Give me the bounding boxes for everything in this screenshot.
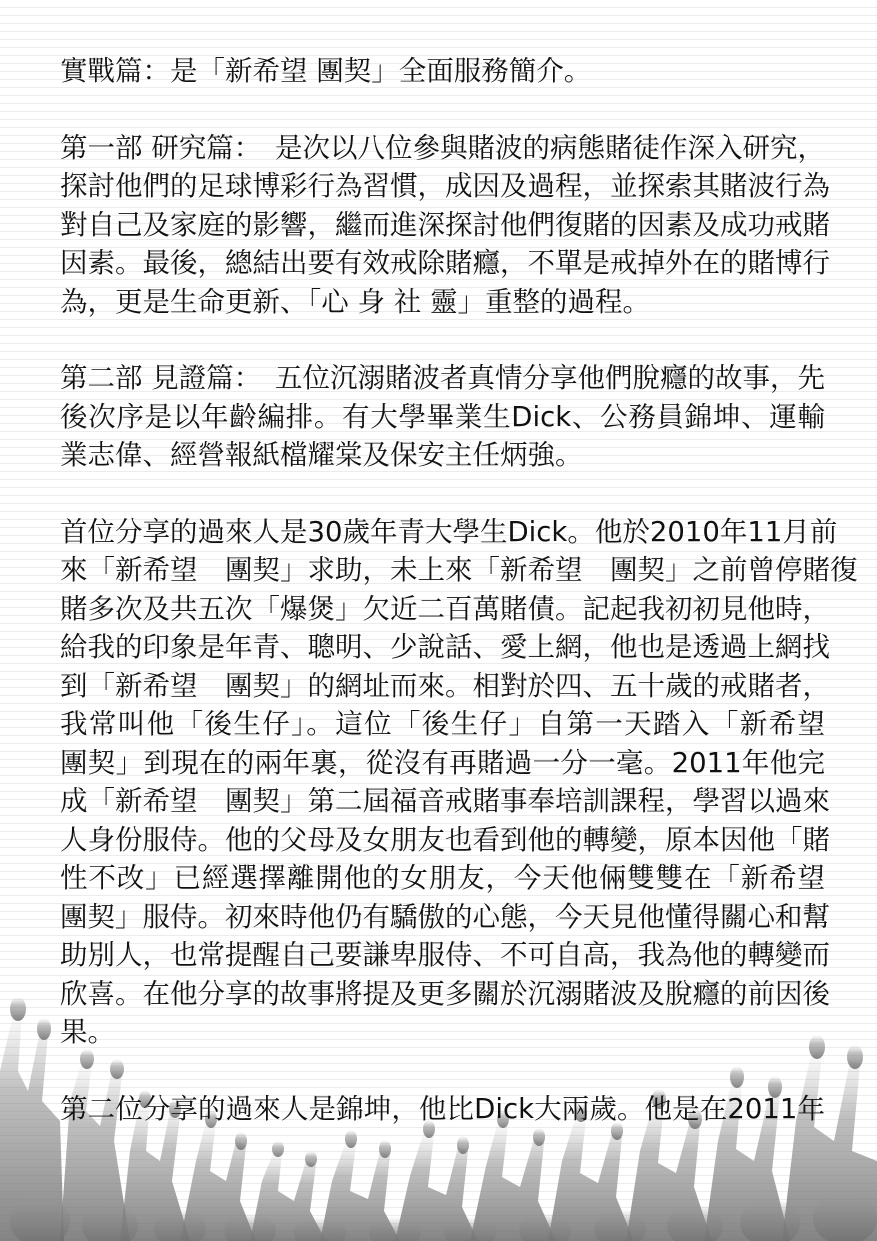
paragraph-line: 探討他們的足球博彩行為習慣，成因及過程，並探索其賭波行為 xyxy=(60,170,830,202)
paragraph-line: 第一部 研究篇： 是次以八位參與賭波的病態賭徒作深入研究， xyxy=(60,131,825,164)
paragraph-line: 第二部 見證篇： 五位沉溺賭波者真情分享他們脫癮的故事，先 xyxy=(60,362,825,394)
paragraph-line: 第二位分享的過來人是錦坤，他比Dick大兩歲。他是在2011年 xyxy=(60,1092,825,1125)
paragraph-line: 因素。最後，總結出要有效戒除賭癮，不單是戒掉外在的賭博行 xyxy=(60,247,830,279)
paragraph-line: 對自己及家庭的影響，繼而進深探討他們復賭的因素及成功戒賭 xyxy=(60,208,830,241)
paragraph-gap xyxy=(60,475,825,513)
page-title: 實戰篇：是「新希望 團契」全面服務簡介。 xyxy=(60,55,592,87)
paragraph-story-dick xyxy=(60,513,858,1052)
paragraph-line: 人身份服侍。他的父母及女朋友也看到他的轉變，原本因他「賭 xyxy=(60,823,830,856)
paragraph-line: 首位分享的過來人是30歲年青大學生Dick。他於2010年11月前 xyxy=(60,515,838,548)
paragraph-line: 為，更是生命更新、「心 身 社 靈」重整的過程。 xyxy=(60,285,650,318)
paragraph-line: 業志偉、經營報紙檔耀棠及保安主任炳強。 xyxy=(60,439,583,471)
paragraph-line: 給我的印象是年青、聰明、少說話、愛上網，他也是透過上網找 xyxy=(60,631,830,663)
paragraph-line: 賭多次及共五次「爆煲」欠近二百萬賭債。記起我初初見他時， xyxy=(60,592,830,625)
paragraph-gap xyxy=(60,321,825,359)
paragraph-line: 團契」服侍。初來時他仍有驕傲的心態，今天見他懂得關心和幫 xyxy=(60,900,830,933)
paragraph-testimony xyxy=(60,359,825,475)
paragraph-line: 性不改」已經選擇離開他的女朋友，今天他倆雙雙在「新希望 xyxy=(60,862,825,894)
paragraph-line: 來「新希望 團契」求助，未上來「新希望 團契」之前曾停賭復 xyxy=(60,554,858,586)
paragraph-line: 欣喜。在他分享的故事將提及更多關於沉溺賭波及脫癮的前因後 xyxy=(60,977,830,1010)
paragraph-line: 果。 xyxy=(60,1016,115,1048)
paragraph-gap xyxy=(60,91,825,129)
paragraph-line: 我常叫他「後生仔」。這位「後生仔」自第一天踏入「新希望 xyxy=(60,708,825,740)
paragraph-research xyxy=(60,129,830,322)
paragraph-gap xyxy=(60,1052,825,1090)
paragraph-line: 助別人，也常提醒自己要謙卑服侍、不可自高，我為他的轉變而 xyxy=(60,939,830,971)
paragraph-line: 後次序是以年齡編排。有大學畢業生Dick、公務員錦坤、運輸 xyxy=(60,400,825,433)
paragraph-story-kam-kwan xyxy=(60,1090,825,1129)
paragraph-line: 到「新希望 團契」的網址而來。相對於四、五十歲的戒賭者， xyxy=(60,669,830,702)
paragraph-line: 成「新希望 團契」第二屆福音戒賭事奉培訓課程，學習以過來 xyxy=(60,785,830,817)
article-body xyxy=(60,52,858,1128)
paragraph-line: 團契」到現在的兩年裏，從沒有再賭過一分一毫。2011年他完 xyxy=(60,746,825,779)
